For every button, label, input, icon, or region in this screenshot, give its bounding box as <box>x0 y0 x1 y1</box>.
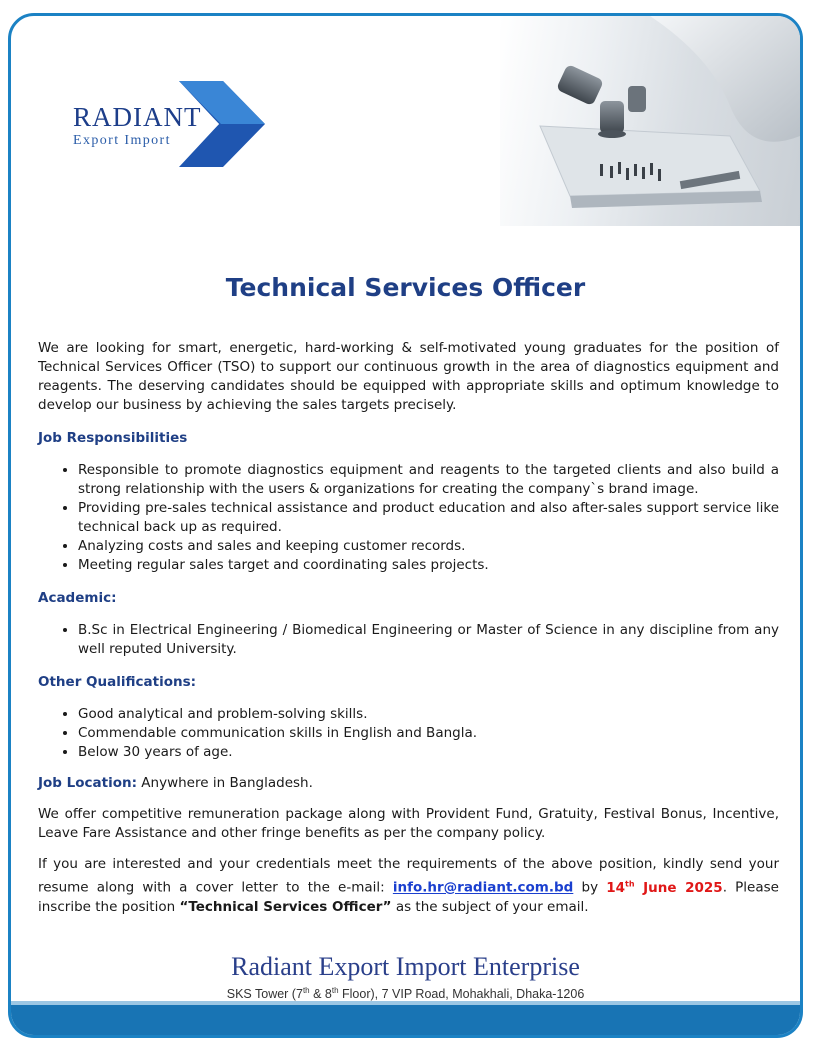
address-sup: th <box>302 986 310 995</box>
academic-list <box>38 621 779 659</box>
company-name: Radiant Export Import Enterprise <box>231 952 580 981</box>
responsibilities-heading: Job Responsibilities <box>38 430 188 446</box>
position-name: “Technical Services Officer” <box>179 898 392 915</box>
other-qualifications-heading: Other Qualifications: <box>38 674 197 690</box>
benefits-paragraph: We offer competitive remuneration package along with Provident Fund, Gratuity, Festival Bonus, Incentive, Leave Fare Assistance and other fringe benefits as per the company policy. <box>38 806 779 841</box>
address-part: Floor), 7 VIP Road, Mohakhali, Dhaka-1206 <box>338 987 585 1002</box>
address-sup: th <box>331 986 339 995</box>
list-item: • Good analytical and problem-solving skills. <box>78 705 779 724</box>
list-item: • Responsible to promote diagnostics equipment and reagents to the targeted clients and also build a strong relationship with the users & organizations for creating the company`s brand image. <box>78 461 779 499</box>
microscope-hero-image <box>500 16 800 226</box>
page-frame <box>8 13 803 1038</box>
list-item: • B.Sc in Electrical Engineering / Biomedical Engineering or Master of Science in any discipline from any well reputed University. <box>78 621 779 659</box>
apply-text: by <box>573 879 607 896</box>
apply-text: If you are interested and your credentials meet the requirements of the above position, kindly send your resume along with a cover letter to the e-mail: <box>38 856 779 896</box>
logo-text <box>73 103 202 149</box>
company-address <box>11 986 800 1001</box>
list-item: • Meeting regular sales target and coordinating sales projects. <box>78 556 779 575</box>
apply-text: as the subject of your email. <box>391 898 589 915</box>
address-part: SKS Tower (7 <box>226 987 303 1002</box>
academic-heading: Academic: <box>38 590 117 606</box>
footer-band <box>11 1005 800 1035</box>
job-location <box>38 774 779 793</box>
list-item: • Commendable communication skills in English and Bangla. <box>78 724 779 743</box>
logo-brand: RADIANT <box>73 102 202 132</box>
intro-paragraph: We are looking for smart, energetic, hard-working & self-motivated young graduates for the position of Technical Services Officer (TSO) to support our continuous growth in the area of diagnostics equipment and reagents. The deserving candidates should be equipped with appropriate skills and optimum knowledge to develop our business by achieving the sales targets precisely. <box>38 340 779 413</box>
job-location-label: Job Location: <box>38 775 138 791</box>
deadline-month-year: June 2025 <box>634 879 723 896</box>
email-link[interactable]: info.hr@radiant.com.bd <box>392 879 574 896</box>
deadline-day: 14 <box>606 879 626 896</box>
list-item: • Providing pre-sales technical assistance and product education and also after-sales support service like technical back up as required. <box>78 499 779 537</box>
radiant-logo <box>71 78 271 173</box>
responsibilities-list <box>38 461 779 575</box>
job-description <box>38 339 779 917</box>
deadline-day-suffix: th <box>625 879 635 888</box>
page-title: Technical Services Officer <box>225 273 586 302</box>
address-part: & 8 <box>309 987 332 1002</box>
apply-text: . Please inscribe the position <box>38 879 779 915</box>
list-item: • Analyzing costs and sales and keeping customer records. <box>78 537 779 556</box>
list-item: • Below 30 years of age. <box>78 743 779 762</box>
apply-paragraph <box>38 855 779 917</box>
job-location-value: Anywhere in Bangladesh. <box>137 775 313 791</box>
other-qualifications-list <box>38 705 779 762</box>
deadline <box>606 880 722 896</box>
logo-subtitle: Export Import <box>73 133 171 148</box>
